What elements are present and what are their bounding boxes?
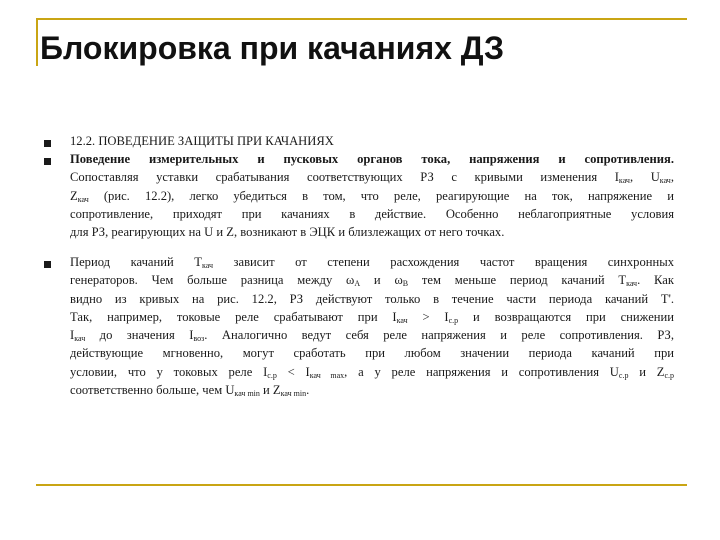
bullet-3-line: видно из кривых на рис. 12.2, РЗ действуют только в течение части периода качаний Т'. (70, 291, 674, 306)
bullet-2-text (70, 150, 674, 241)
section-heading: 12.2. ПОВЕДЕНИЕ ЗАЩИТЫ ПРИ КАЧАНИЯХ (70, 134, 334, 148)
bullet-3-line: соответственно больше, чем $U_{кач min}$ и $Z_{кач min}$. (70, 383, 310, 399)
bullet-1-text (70, 132, 674, 150)
bullet-2-line: Сопоставляя уставки срабатывания соответствующих РЗ с кривыми изменения $I_{кач}$, $U_{кач}$, (70, 170, 674, 186)
bullet-3-text (70, 253, 674, 399)
bullet-marker (44, 261, 51, 268)
bullet-2-line: для РЗ, реагирующих на U и Z, возникают в ЭЦК и близлежащих от него точках. (70, 225, 505, 240)
bullet-3-line: условии, что у токовых реле $I_{с.р} < I_{кач max}$, а у реле напряжения и сопротивления $U_{с.р}$ и $Z_{с.р}$ (70, 364, 675, 380)
bullet-2-line: сопротивление, приходят при качаниях в действие. Особенно неблагоприятные условия (70, 206, 674, 221)
title-top-rule (36, 18, 687, 20)
bullet-marker (44, 158, 51, 165)
bullet-marker (44, 140, 51, 147)
title-left-rule (36, 18, 38, 66)
footer-rule (36, 484, 687, 486)
bullet-3-line: $I_{кач}$ до значения $I_{воз}$. Аналогично ведут себя реле напряжения и реле сопротивления. РЗ, (70, 328, 674, 344)
bullet-3-line: Так, например, токовые реле срабатывают при $I_{кач} > I_{с.р}$ и возвращаются при снижении (70, 309, 674, 325)
bullet-3-line: генераторов. Чем больше разница между $\omega_A$ и $\omega_B$ тем меньше период качаний $Т_{кач}$. Как (70, 273, 674, 289)
slide-title: Блокировка при качаниях ДЗ (40, 30, 505, 66)
bullet-3-line: действующие мгновенно, могут сработать при любом значении периода качаний при (70, 346, 674, 361)
bullet-3-line: Период качаний $Т_{кач}$ зависит от степени расхождения частот вращения синхронных (70, 255, 674, 270)
bullet-2-lead: Поведение измерительных и пусковых органов тока, напряжения и сопротивления. (70, 152, 674, 166)
bullet-2-line: $Z_{кач}$ (рис. 12.2), легко убедиться в том, что реле, реагирующие на ток, напряжение и (70, 188, 674, 204)
